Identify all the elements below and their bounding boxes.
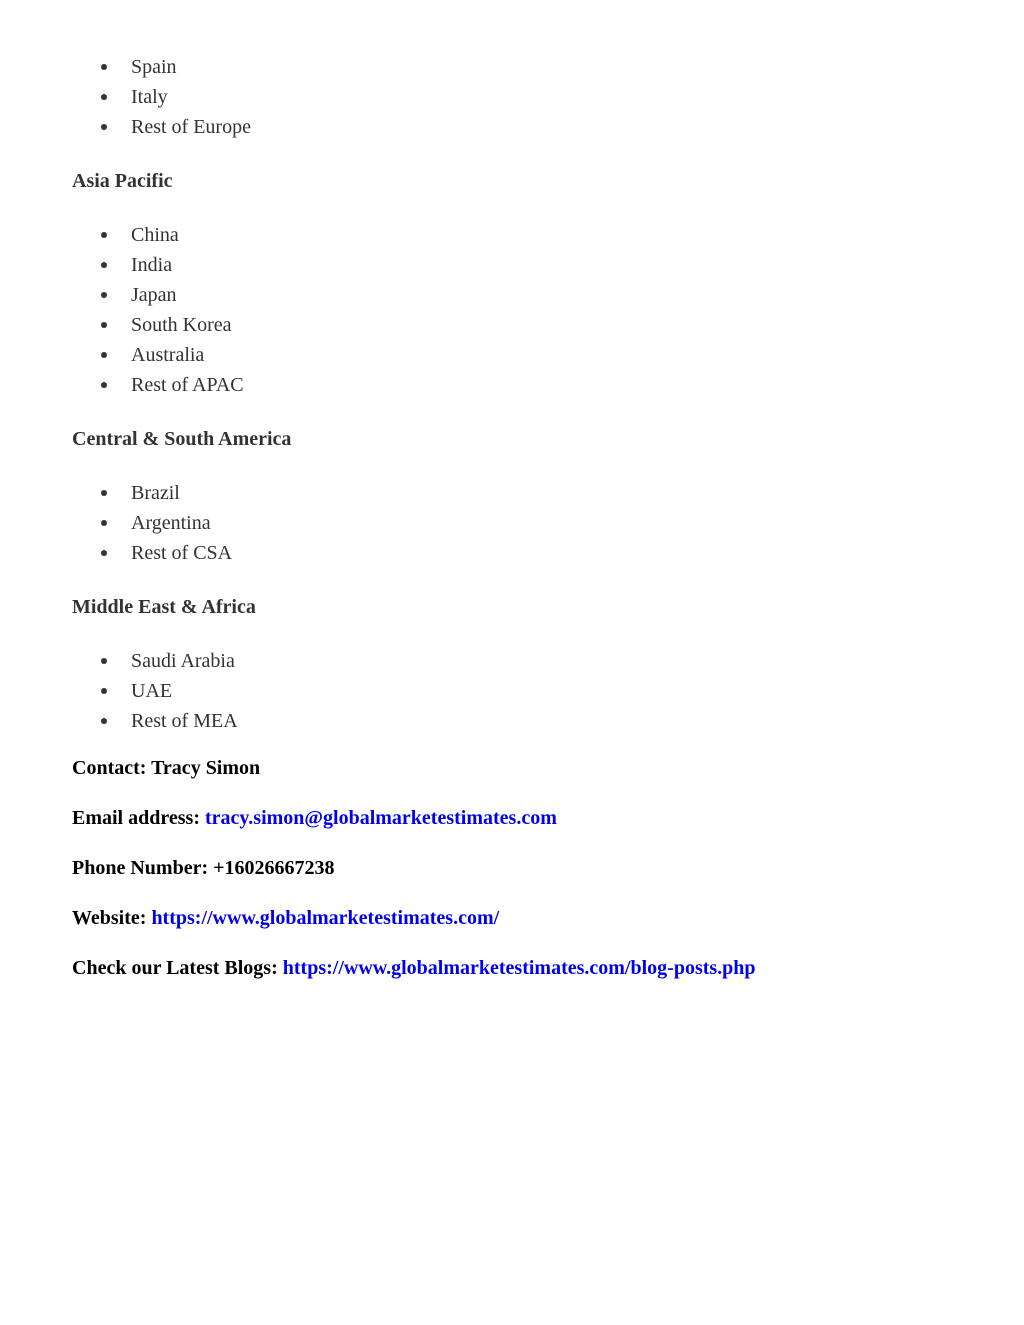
list-item-label: Rest of CSA bbox=[131, 542, 233, 564]
list-item bbox=[72, 52, 251, 82]
bullet-icon bbox=[101, 322, 107, 328]
list-item bbox=[72, 112, 251, 142]
contact-line bbox=[72, 756, 260, 780]
bullet-icon bbox=[101, 520, 107, 526]
blogs-link[interactable]: https://www.globalmarketestimates.com/blog-posts.php bbox=[282, 957, 756, 979]
blogs-line bbox=[72, 956, 756, 980]
list-item-label: China bbox=[131, 224, 179, 246]
bullet-icon bbox=[101, 550, 107, 556]
list-item-label: India bbox=[131, 254, 173, 276]
list-item-label: Rest of APAC bbox=[131, 374, 244, 396]
list-item-label: Argentina bbox=[131, 512, 211, 534]
bullet-icon bbox=[101, 124, 107, 130]
list-item bbox=[72, 340, 244, 370]
bullet-icon bbox=[101, 64, 107, 70]
bullet-icon bbox=[101, 718, 107, 724]
bullet-icon bbox=[101, 490, 107, 496]
list-item-label: Japan bbox=[131, 284, 177, 306]
website-line bbox=[72, 906, 499, 930]
bullet-icon bbox=[101, 232, 107, 238]
list-item-label: UAE bbox=[131, 680, 173, 702]
list-item-label: Saudi Arabia bbox=[131, 650, 235, 672]
list-item-label: Spain bbox=[131, 56, 177, 78]
list-item bbox=[72, 82, 251, 112]
mea-country-list bbox=[72, 646, 238, 736]
email-line bbox=[72, 806, 557, 830]
list-item bbox=[72, 280, 244, 310]
contact-label: Contact: bbox=[72, 757, 147, 779]
email-link[interactable]: tracy.simon@globalmarketestimates.com bbox=[204, 807, 557, 829]
list-item-label: Brazil bbox=[131, 482, 180, 504]
phone-label: Phone Number: bbox=[72, 857, 209, 879]
list-item-label: Rest of MEA bbox=[131, 710, 238, 732]
list-item bbox=[72, 370, 244, 400]
list-item bbox=[72, 508, 232, 538]
list-item bbox=[72, 706, 238, 736]
blogs-label: Check our Latest Blogs: bbox=[72, 957, 278, 979]
bullet-icon bbox=[101, 658, 107, 664]
bullet-icon bbox=[101, 262, 107, 268]
bullet-icon bbox=[101, 292, 107, 298]
list-item bbox=[72, 220, 244, 250]
list-item bbox=[72, 676, 238, 706]
list-item-label: Rest of Europe bbox=[131, 116, 251, 138]
phone-line bbox=[72, 856, 335, 880]
list-item bbox=[72, 478, 232, 508]
list-item-label: Italy bbox=[131, 86, 168, 108]
list-item bbox=[72, 310, 244, 340]
list-item bbox=[72, 250, 244, 280]
bullet-icon bbox=[101, 688, 107, 694]
website-link[interactable]: https://www.globalmarketestimates.com/ bbox=[151, 907, 500, 929]
section-heading-asia-pacific: Asia Pacific bbox=[72, 170, 173, 192]
list-item-label: South Korea bbox=[131, 314, 232, 336]
list-item bbox=[72, 646, 238, 676]
bullet-icon bbox=[101, 382, 107, 388]
section-heading-middle-east-africa: Middle East & Africa bbox=[72, 596, 256, 618]
phone-number: +16026667238 bbox=[213, 857, 335, 879]
bullet-icon bbox=[101, 94, 107, 100]
contact-name: Tracy Simon bbox=[151, 757, 261, 779]
list-item-label: Australia bbox=[131, 344, 205, 366]
email-label: Email address: bbox=[72, 807, 200, 829]
csa-country-list bbox=[72, 478, 232, 568]
website-label: Website: bbox=[72, 907, 147, 929]
europe-country-list bbox=[72, 52, 251, 142]
section-heading-central-south-america: Central & South America bbox=[72, 428, 292, 450]
bullet-icon bbox=[101, 352, 107, 358]
list-item bbox=[72, 538, 232, 568]
asia-pacific-country-list bbox=[72, 220, 244, 400]
